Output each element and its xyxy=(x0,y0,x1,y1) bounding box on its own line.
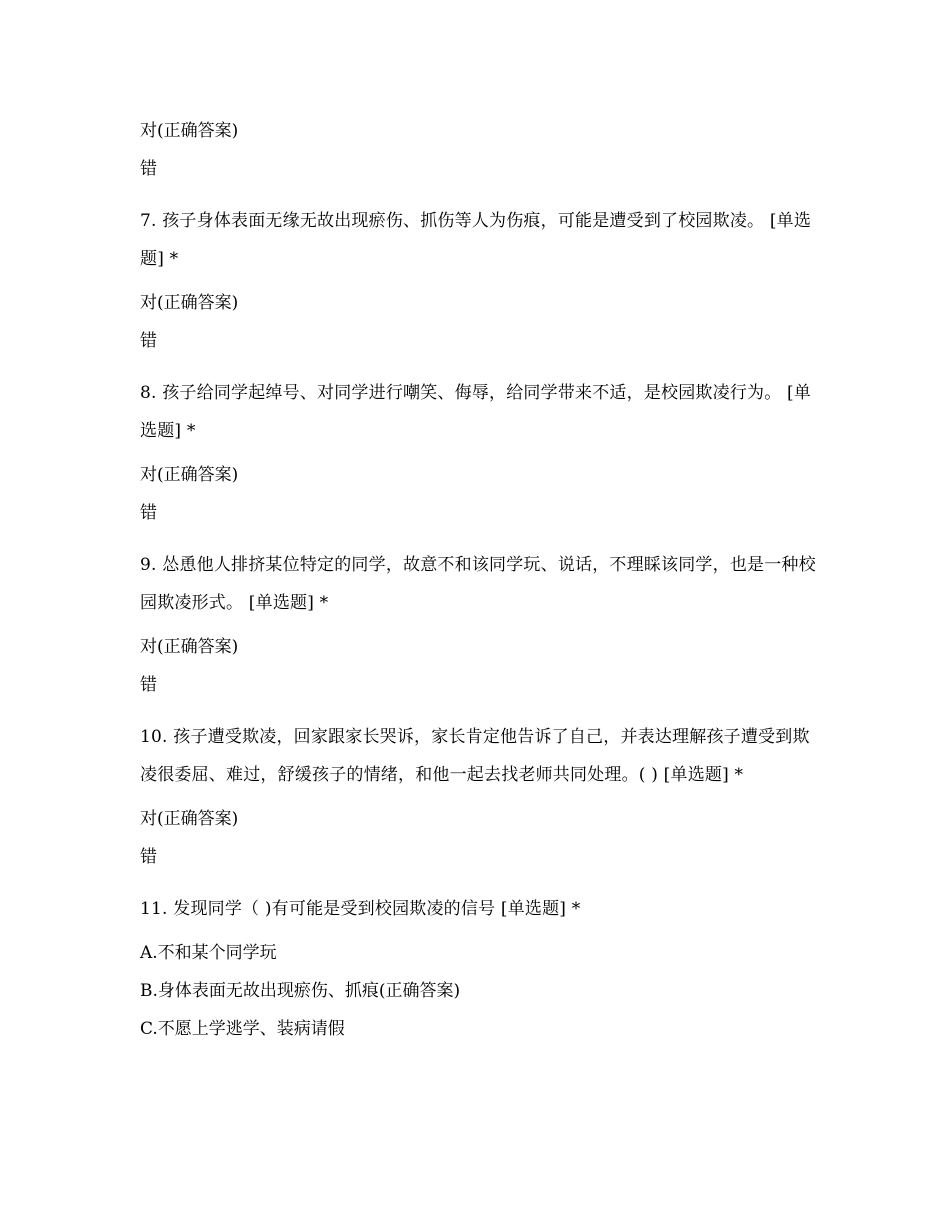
question-7 xyxy=(140,202,820,360)
option-correct: 对(正确答案) xyxy=(140,465,239,485)
option-correct: 对(正确答案) xyxy=(140,809,239,829)
question-10 xyxy=(140,718,820,876)
option-b-correct: B.身体表面无故出现瘀伤、抓痕(正确答案) xyxy=(140,981,461,1001)
question-text: 8. 孩子给同学起绰号、对同学进行嘲笑、侮辱，给同学带来不适，是校园欺凌行为。 [单选题] * xyxy=(140,383,812,441)
question-9 xyxy=(140,546,820,704)
option-correct: 对(正确答案) xyxy=(140,293,239,313)
prev-question-options xyxy=(140,112,820,188)
question-11 xyxy=(140,890,820,1048)
question-8 xyxy=(140,374,820,532)
document-page xyxy=(140,112,820,1048)
option-a: A.不和某个同学玩 xyxy=(140,943,277,963)
option-wrong: 错 xyxy=(140,847,157,867)
question-text: 9. 怂恿他人排挤某位特定的同学，故意不和该同学玩、说话，不理睬该同学，也是一种校园欺凌形式。 [单选题] * xyxy=(140,555,816,613)
option-wrong: 错 xyxy=(140,159,157,179)
option-wrong: 错 xyxy=(140,331,157,351)
question-text: 7. 孩子身体表面无缘无故出现瘀伤、抓伤等人为伤痕，可能是遭受到了校园欺凌。 [单选题] * xyxy=(140,211,812,269)
option-wrong: 错 xyxy=(140,503,157,523)
option-correct: 对(正确答案) xyxy=(140,637,239,657)
option-c: C.不愿上学逃学、装病请假 xyxy=(140,1019,345,1039)
question-text: 11. 发现同学（ )有可能是受到校园欺凌的信号 [单选题] * xyxy=(140,899,581,919)
option-wrong: 错 xyxy=(140,675,157,695)
question-text: 10. 孩子遭受欺凌，回家跟家长哭诉，家长肯定他告诉了自己，并表达理解孩子遭受到欺凌很委屈、难过，舒缓孩子的情绪，和他一起去找老师共同处理。( ) [单选题] * xyxy=(140,727,810,785)
option-correct: 对(正确答案) xyxy=(140,121,239,141)
